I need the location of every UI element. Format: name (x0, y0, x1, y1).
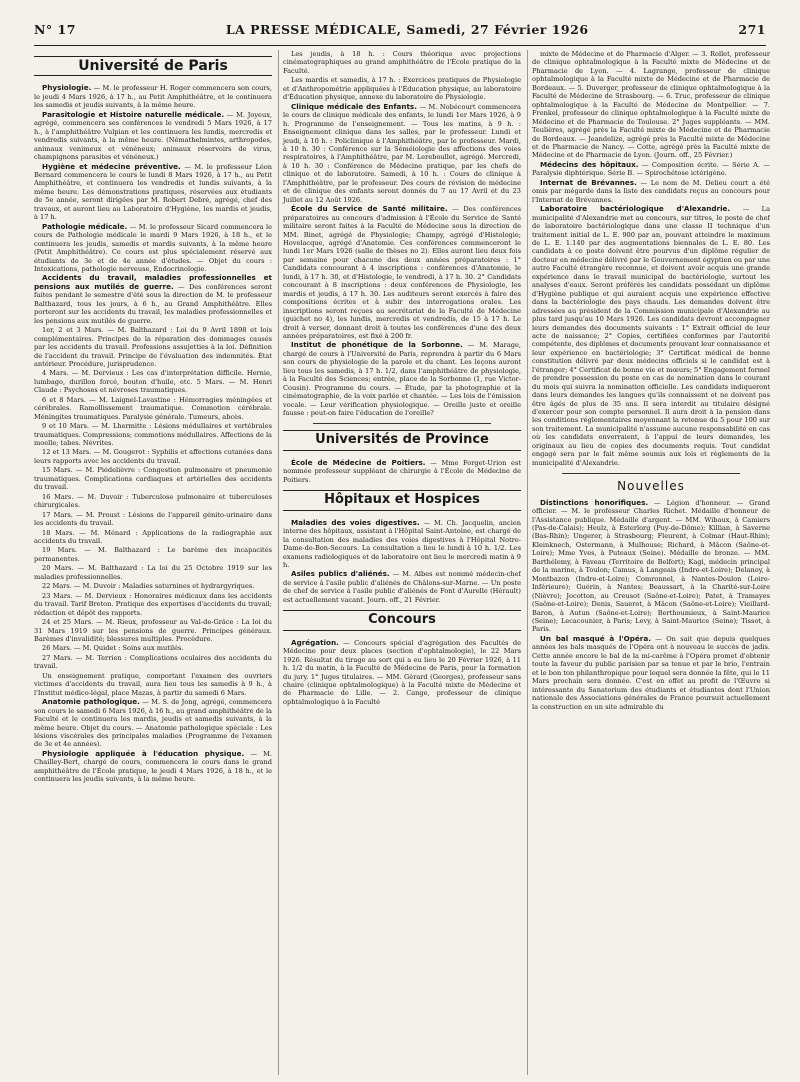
paragraph (34, 582, 272, 590)
paragraph (283, 519, 521, 570)
page-number: 271 (738, 22, 766, 37)
paragraph (532, 50, 770, 160)
paragraph (34, 163, 272, 222)
col1-items (34, 84, 272, 783)
paragraph-text: Les jeudis, à 18 h. : Cours théorique avec projections cinématographiques au grand amphithéâtre de l'École pratique de la Faculté. (283, 50, 521, 75)
paragraph (34, 396, 272, 421)
paragraph (34, 618, 272, 643)
paragraph (34, 274, 272, 325)
paragraph-heading: Hygiène et médecine préventive. (42, 161, 181, 171)
paragraph (34, 750, 272, 784)
paragraph (283, 341, 521, 417)
paragraph-text: — Concours spécial d'agrégation des Facultés de Médecine pour deux places (section d'ophtalmologie), le 22 Mars 1926. Résultat du tirage au sort qui a eu lieu le 20 Février 1926, à 11 h. 1/2 du matin, à la Faculté de Médecine de Paris, pour la formation du jury. 1° Juges titulaires. — MM. Gérard (Georges), professeur sans chaire (clinique ophtalmologique) à la Faculté mixte de Médecine et de Pharmacie de Lille. — 2. Cange, professeur de clinique ophtalmologique à la Faculté (283, 638, 521, 706)
paragraph-text: — M. le professeur H. Roger commencera son cours, le jeudi 4 Mars 1926, à 17 h., au Petit Amphithéâtre, et le continuera les samedis et jeudis suivants, à la même heure. (34, 84, 272, 110)
paragraph-text: — M. Marage, chargé de cours à l'Université de Paris, reprendra à partir du 6 Mars son cours de physiologie de la parole et du chant. Les leçons auront lieu tous les samedis, à 17 h. 1/2, dans l'amphithéâtre de physiologie, à la Faculté des Sciences; entrée, place de la Sorbonne (1, rue Victor-Cousin). Programme du cours. — Étude, par la photographie et la cinématographie, de la voix parlée et chantée. — Les lois de l'émission vocale. — Leur vérification physiologique. — Oreille juste et oreille fausse : peut-on faire l'éducation de l'oreille? (283, 341, 521, 418)
paragraph-text: 17 Mars. — M. Proust : Lésions de l'appareil génito-urinaire dans les accidents du travail. (34, 510, 272, 528)
paragraph (532, 161, 770, 178)
paragraph-text: 27 Mars. — M. Terrien : Complications oculaires des accidents du travail. (34, 653, 272, 671)
paragraph-heading: Distinctions honorifiques. (540, 497, 649, 507)
issue-number: N° 17 (34, 22, 76, 37)
paragraph-text: 15 Mars. — M. Piédelièvre : Congestion pulmonaire et pneumonie traumatiques. Complications cardiaques et artérielles des accidents du travail. (34, 466, 272, 492)
paragraph-text: 20 Mars. — M. Balthazard : La loi du 25 Octobre 1919 sur les maladies professionnelles. (34, 564, 272, 581)
paragraph-text: — Des conférences préparatoires au concours d'admission à l'École du Service de Santé militaire seront faites à la Faculté de Médecine sous la direction de MM. Binet, agrégé de Physiologie; Champy, agrégé d'Histologie; Hovelacque, agrégé d'Anatomie. Ces conférences commenceront le lundi 1er Mars 1926 (salle de thèses no 2). Elles auront lieu deux fois par semaine pour chacune des deux années préparatoires : 1° Candidats concourant à 4 inscriptions : conférences d'Anatomie, le lundi, à 17 h. 30, et d'Histologie, le vendredi, à 17 h. 30. 2° Candidats concourant à 8 inscriptions : deux conférences de Physiologie, les mardis et jeudis, à 17 h. 30. Les auditeurs seront exercés à faire des compositions écrites et à subir des interrogations orales. Les inscriptions seront reçues au secrétariat de la Faculté de Médecine (guichet no 4), les lundis, mercredis et vendredis, de 15 à 17 h. Le droit à verser, donnant droit à toutes les conférences d'une des deux années préparatoires, est fixé à 200 fr. (283, 205, 521, 340)
col3-items (532, 50, 770, 467)
paragraph (34, 529, 272, 546)
paragraph (532, 205, 770, 467)
paragraph-heading: Parasitologie et Histoire naturelle médicale. (42, 109, 225, 119)
col2-items (283, 50, 521, 417)
paragraph-heading: Accidents du travail, maladies professionnelles et pensions aux mutilés de guerre. (34, 273, 272, 291)
paragraph-heading: Laboratoire bactériologique d'Alexandrie. (540, 204, 731, 214)
paragraph-text: — M. Joyeux, agrégé, commencera ses conférences le vendredi 5 Mars 1926, à 17 h., à l'amphithéâtre Vulpian et les continuera les lundis, mercredis et vendredis suivants, à la même heure. (Némathelmintes, arthropodes, animaux venimeux et vénéneux; animaux réservoirs de virus, champignons parasites et vénéneux.) (34, 110, 272, 162)
paragraph-text: mixte de Médecine et de Pharmacie d'Alger. — 3. Rollet, professeur de clinique ophtalmologique à la Faculté mixte de Médecine et de Pharmacie de Lyon. — 4. Lagrange, professeur de clinique ophtalmologique à la Faculté mixte de Médecine et de Pharmacie de Bordeaux. — 5. Duverger, professeur de clinique ophtalmologique à la Faculté de Médecine de Strasbourg. — 6. Truc, professeur de clinique ophtalmologique à la Faculté de Médecine de Montpellier. — 7. Frenkel, professeur de clinique ophtalmologique à la Faculté mixte de Médecine et de Pharmacie de Toulouse. 2° Juges suppléants. — MM. Teulières, agrégé près la Faculté mixte de Médecine et de Pharmacie de Bordeaux. — Jeandelize, agrégé près la Faculté mixte de Médecine et de Pharmacie de Nancy. — Cotte, agrégé près la Faculté mixte de Médecine et de Pharmacie de Lyon. (Journ. off., 25 Février.) (532, 50, 770, 160)
paragraph-text: — M. le professeur Sicard commencera le cours de Pathologie médicale le mardi 9 Mars 1926, à 18 h., et le continuera les jeudis, samedis et mardis suivants, à la même heure (Petit Amphithéâtre). Ce cours est plus spécialement réservé aux étudiants de 3e et de 4e année d'études. — Objet du cours : Intoxications, pathologie nerveuse, Endocrinologie. (34, 222, 272, 273)
province-items (283, 459, 521, 484)
divider (562, 473, 740, 474)
paragraph (532, 635, 770, 711)
paragraph (34, 493, 272, 510)
paragraph (34, 369, 272, 394)
column-2 (278, 50, 521, 1075)
paragraph-text: Les mardis et samedis, à 17 h. : Exercices pratiques de Physiologie et d'Anthropométrie appliquées à l'Éducation physique, au laboratoire d'Éducation physique, annexe du laboratoire de Physiologie. (283, 76, 521, 102)
paragraph (283, 205, 521, 340)
paragraph-text: — M. Nobécourt commencera le cours de clinique médicale des enfants, le lundi 1er Mars 1926, à 9 h. Programme de l'enseignement. — Tous les matins, à 9 h. : Enseignement clinique dans les salles, par le professeur. Lundi et jeudi, à 10 h. : Policlinique à l'Amphithéâtre, par le professeur. Mardi, à 10 h. 30 : Conférence sur la Séméiologie des affections des voies respiratoires, à l'Amphithéâtre, par M. Lereboullet, agrégé. Mercredi, à 10 h. 30 : Conférence de Médecine pratique, par les chefs de clinique et de laboratoire. Samedi, à 10 h. : Cours de clinique à l'Amphithéâtre, par le professeur. Des cours de révision de médecine et de clinique des enfants seront donnés du 7 au 17 Avril et du 23 Juillet au 12 Août 1926. (283, 102, 521, 204)
section-title-nouvelles: Nouvelles (617, 479, 685, 494)
paragraph (34, 672, 272, 697)
paragraph-text: — La municipalité d'Alexandrie met au concours, sur titres, le poste de chef de laboratoire bactériologique dans une classe II technique d'un traitement initial de L. E. 900 par an, pouvant atteindre le maximum de L. E. 1.140 par des augmentations biennales de L. E. 80. Les candidats à ce poste doivent être pourvus d'un diplôme régulier de docteur en médecine délivré par le Gouvernement égyptien ou par une autre Faculté étrangère reconnue, et doivent avoir acquis une grande expérience dans le travail municipal de bactériologie, surtout les analyses d'eaux. Seront préférés les candidats possédant un diplôme d'Hygiène publique et qui auraient acquis une expérience effective dans la bactériologie des pays chauds. Les demandes doivent être adressées au président de la Commission municipale d'Alexandrie au plus tard jusqu'au 10 Mars 1926. Les candidats devront accompagner leurs demandes des documents suivants : 1° Extrait officiel de leur acte de naissance; 2° Copies, certifiées conformes par l'autorité compétente, des diplômes et documents prouvant leur connaissance et leur expérience en bactériologie; 3° Certificat médical de bonne constitution délivré par deux médecins officiels si le candidat est à l'étranger; 4° Certificat de bonne vie et mœurs; 5° Engagement formel de prendre possession du poste en cas de nomination dans le courant du mois qui suivra la nomination officielle. Les candidats indiqueront dans leurs demandes les langues qu'ils connaissent et ne doivent pas être âgés de plus de 35 ans. Il sera interdit au titulaire désigné d'exercer pour son compte personnel. Il aura droit à la pension dans les conditions réglementaires moyennant la retenue du 5 pour 100 sur son traitement. La municipalité n'assume aucune responsabilité en cas où les candidats enverraient, à l'appui de leurs demandes, les originaux au lieu de copies des documents requis. Tout candidat engagé sera par le fait même soumis aux lois et règlements de la municipalité d'Alexandrie. (532, 205, 770, 467)
paragraph-heading: Institut de phonétique de la Sorbonne. (291, 340, 463, 350)
concours-items (283, 639, 521, 707)
column-3 (527, 50, 770, 1075)
paragraph-text: 19 Mars. — M. Balthazard : Le barème des incapacités permanentes. (34, 546, 272, 563)
paragraph-text: 26 Mars. — M. Quidet : Soins aux mutilés. (42, 644, 184, 653)
paragraph (34, 84, 272, 109)
section-title-hopitaux: Hôpitaux et Hospices (283, 490, 521, 510)
nouvelles-items (532, 499, 770, 711)
paragraph-heading: Physiologie appliquée à l'éducation physique. (42, 748, 245, 758)
paragraph-text: — Légion d'honneur. — Grand officier. — M. le professeur Charles Richet. Médaille d'honneur de l'Assistance publique. Médaille d'argent. — MM. Wibaux, à Camiers (Pas-de-Calais); Heulz, à Esterlorg (Puy-de-Dôme); Killian, à Saverne (Bas-Rhin); Ungerer, à Strasbourg; Fleurent, à Colmar (Haut-Rhin); Kleinknech, Ostermann, à Mulhouse; Richard, à Mâcon (Saône-et-Loire); Mme Yves, à Puteaux (Seine). Médaille de bronze. — MM. Barthélemy, à Faveau (Territoire de Belfort); Kagi, médecin principal de la marine, à Toulon; Camus, à Langeais (Indre-et-Loire); Delanoy, à Montbazon (Indre-et-Loire); Comronnel, à Nantes-Doulon (Loire-Inférieure); Guérin, à Nantes; Beaussart, à la Charité-sur-Loire (Nièvre); Jocotton, au Creusot (Saône-et-Loire); Patet, à Tramayes (Saône-et-Loire); Denis, Sauerot, à Mâcon (Saône-et-Loire); Vieillard-Baron, à Autun (Saône-et-Loire); Berthoumieux, à Saint-Maurice (Seine); Lecacounier, à Paris; Levy, à Saint-Maurice (Seine); Tissot, à Paris. (532, 498, 770, 634)
paragraph-text: 1er, 2 et 3 Mars. — M. Balthazard : Loi du 9 Avril 1898 et lois complémentaires. Principes de la réparation des dommages causés par les accidents du travail. Professions assujetties à la loi. Définition de l'accident du travail. Principe de l'évaluation des indemnités. État antérieur. Procédure, jurisprudence. (34, 326, 272, 368)
paragraph-text: 16 Mars. — M. Duvoir : Tuberculose pulmonaire et tuberculoses chirurgicales. (34, 492, 272, 510)
paragraph-text: 24 et 25 Mars. — M. Rieux, professeur au Val-de-Grâce : La loi du 31 Mars 1919 sur les pensions de guerre. Principes généraux. Barèmes d'invalidité; blessures multiples. Procédure. (34, 618, 272, 643)
paragraph (34, 654, 272, 671)
paragraph-text: — Composition écrite. — Série A. — Paralysie diphtérique. Série B. — Spirochétose ictérigène. (532, 160, 770, 178)
paragraph-heading: Maladies des voies digestives. (291, 517, 420, 527)
paragraph (34, 511, 272, 528)
paragraph (34, 422, 272, 447)
section-title-concours: Concours (283, 610, 521, 630)
paragraph-text: — Le nom de M. Delieu court a été omis par mégarde dans la liste des candidats reçus au concours pour l'Internat de Brévannes. (532, 178, 770, 204)
paragraph (283, 50, 521, 75)
paragraph-heading: École du Service de Santé militaire. (291, 204, 448, 214)
paragraph-heading: Anatomie pathologique. (42, 697, 140, 707)
paragraph-heading: Clinique médicale des Enfants. (291, 101, 417, 111)
paragraph-text: Un enseignement pratique, comportant l'examen des ouvriers victimes d'accidents du travail, aura lieu tous les samedis à 9 h., à l'Institut médico-légal, place Mazas, à partir du samedi 6 Mars. (34, 671, 272, 697)
paragraph-heading: Asiles publics d'aliénés. (291, 569, 390, 579)
article-columns (34, 50, 770, 1075)
paragraph (283, 103, 521, 204)
paragraph (283, 570, 521, 604)
paragraph-heading: Internat de Brévannes. (540, 177, 637, 187)
paragraph-heading: Agrégation. (291, 637, 339, 647)
paragraph (34, 111, 272, 162)
column-1 (34, 50, 272, 1075)
paragraph-text: — M. Ch. Jacquelin, ancien interne des hôpitaux, assistant à l'Hôpital Saint-Antoine, est chargé de la consultation des maladies des voies digestives à l'Hôpital Notre-Dame-de-Bon-Secours. La consultation a lieu le lundi à 10 h. 1/2. Les examens radiologiques et de laboratoire ont lieu le mercredi matin à 9 h. (283, 518, 521, 570)
paragraph-heading: Pathologie médicale. (42, 221, 128, 231)
section-title-universite-paris: Université de Paris (34, 56, 272, 76)
paragraph-text: — M. Chailley-Bert, chargé de cours, commencera le cours dans le grand amphithéâtre de l'École pratique, le jeudi 4 Mars 1926, à 18 h., et le continuera les jeudis suivants, à la même heure. (34, 749, 272, 784)
paragraph (34, 448, 272, 465)
paragraph-heading: Médecins des hôpitaux. (540, 159, 639, 169)
paragraph-text: — M. S. de Jong, agrégé, commencera son cours le samedi 6 Mars 1926, à 16 h., au grand amphithéâtre de la Faculté et le continuera les mardis, jeudis et samedis suivants, à la même heure. Objet du cours. — Anatomie pathologique spéciale : Les lésions viscérales des principales maladies (Programme de l'examen de 3e et 4e années). (34, 698, 272, 749)
hopitaux-items (283, 519, 521, 605)
paragraph-text: 4 Mars. — M. Dervieux : Les cas d'interprétation difficile. Hernie, lumbago, durillon forcé, bouton d'huile, etc. 5 Mars. — M. Henri Claude : Psychoses et névroses traumatiques. (34, 369, 272, 395)
paragraph (532, 179, 770, 204)
paragraph (34, 466, 272, 491)
paragraph-heading: Physiologie. (42, 83, 92, 93)
paragraph (34, 546, 272, 563)
paragraph-text: — Mme Forget-Urion est nommée professeur suppléant de chirurgie à l'École de Médecine de Poitiers. (283, 458, 521, 484)
paragraph (34, 644, 272, 652)
paragraph-heading: École de Médecine de Poitiers. (291, 457, 426, 467)
paragraph-text: 6 et 8 Mars. — M. Laignel-Lavastine : Hémorragies méningées et cérébrales. Ramollissement traumatique. Commotion cérébrale. Méningites traumatiques. Paralysie générale. Tumeurs, abcès. (34, 395, 272, 421)
journal-title: LA PRESSE MÉDICALE, Samedi, 27 Février 1926 (225, 22, 589, 37)
paragraph-text: — Des conférences seront faites pendant le semestre d'été sous la direction de M. le professeur Balthazard, tous les jours, à 6 h., au Grand Amphithéâtre. Elles porteront sur les accidents du travail, les maladies professionnelles et les pensions aux mutilés de guerre. (34, 282, 272, 325)
paragraph (283, 459, 521, 484)
paragraph (34, 223, 272, 274)
paragraph-text: 9 et 10 Mars. — M. Lhermitte : Lésions médullaires et vertébrales traumatiques. Compressions; commotions médullaires. Affections de la moelle; tabes. Névrites. (34, 422, 272, 448)
paragraph-text: — On sait que depuis quelques années les bals masqués de l'Opéra ont à nouveau le succès de jadis. Cette année encore le bal de la mi-carême à l'Opéra promet d'obtenir toute la faveur du public parisien par sa tenue et par le brio, l'entrain et le bon ton philanthropique pour lequel sera donnée la fête, qui le 11 Mars prochain sera donnée. C'est en effet au profit de l'Œuvre si intéressante du Sanatorium des étudiants et étudiantes dont l'Union nationale des Associations générales de France poursuit actuellement la construction en un site admirable du (532, 634, 770, 711)
paragraph (283, 76, 521, 101)
paragraph (532, 499, 770, 634)
paragraph-text: 18 Mars. — M. Ménard : Applications de la radiographie aux accidents du travail. (34, 528, 272, 546)
section-title-province: Universités de Province (283, 430, 521, 450)
paragraph (34, 698, 272, 749)
paragraph-text: 12 et 13 Mars. — M. Gougerot : Syphilis et affections cutanées dans leurs rapports avec les accidents du travail. (34, 448, 272, 465)
page-header (34, 22, 766, 46)
paragraph-text: 22 Mars. — M. Duvoir : Maladies saturnines et hydrargyriques. (42, 582, 255, 591)
paragraph-heading: Un bal masqué à l'Opéra. (540, 633, 651, 643)
paragraph-text: — M. Albes est nommé médecin-chef de service à l'asile public d'aliénés de Châlons-sur-Marne. — Un poste de chef de service à l'asile public d'aliénés de Font d'Aurelle (Hérault) est actuellement vacant. Journ. off., 21 Février. (283, 570, 521, 604)
divider (313, 423, 491, 424)
paragraph-text: 23 Mars. — M. Dervieux : Honoraires médicaux dans les accidents du travail. Tarif Breton. Pratique des expertises d'accidents du travail; rédaction et dépôt des rapports. (34, 591, 272, 617)
paragraph (34, 326, 272, 368)
paragraph (34, 592, 272, 617)
paragraph (34, 564, 272, 581)
paragraph (283, 639, 521, 707)
paragraph-text: — M. le professeur Léon Bernard commencera le cours le lundi 8 Mars 1926, à 17 h., au Petit Amphithéâtre, et continuera les vendredis et lundis suivants, à la même heure. Les démonstrations pratiques, réservées aux étudiants de 5e année, seront dirigées par M. Robert Debré, agrégé, chef des travaux, et auront lieu au Laboratoire d'Hygiène, les mardis et jeudis, à 17 h. (34, 162, 272, 222)
